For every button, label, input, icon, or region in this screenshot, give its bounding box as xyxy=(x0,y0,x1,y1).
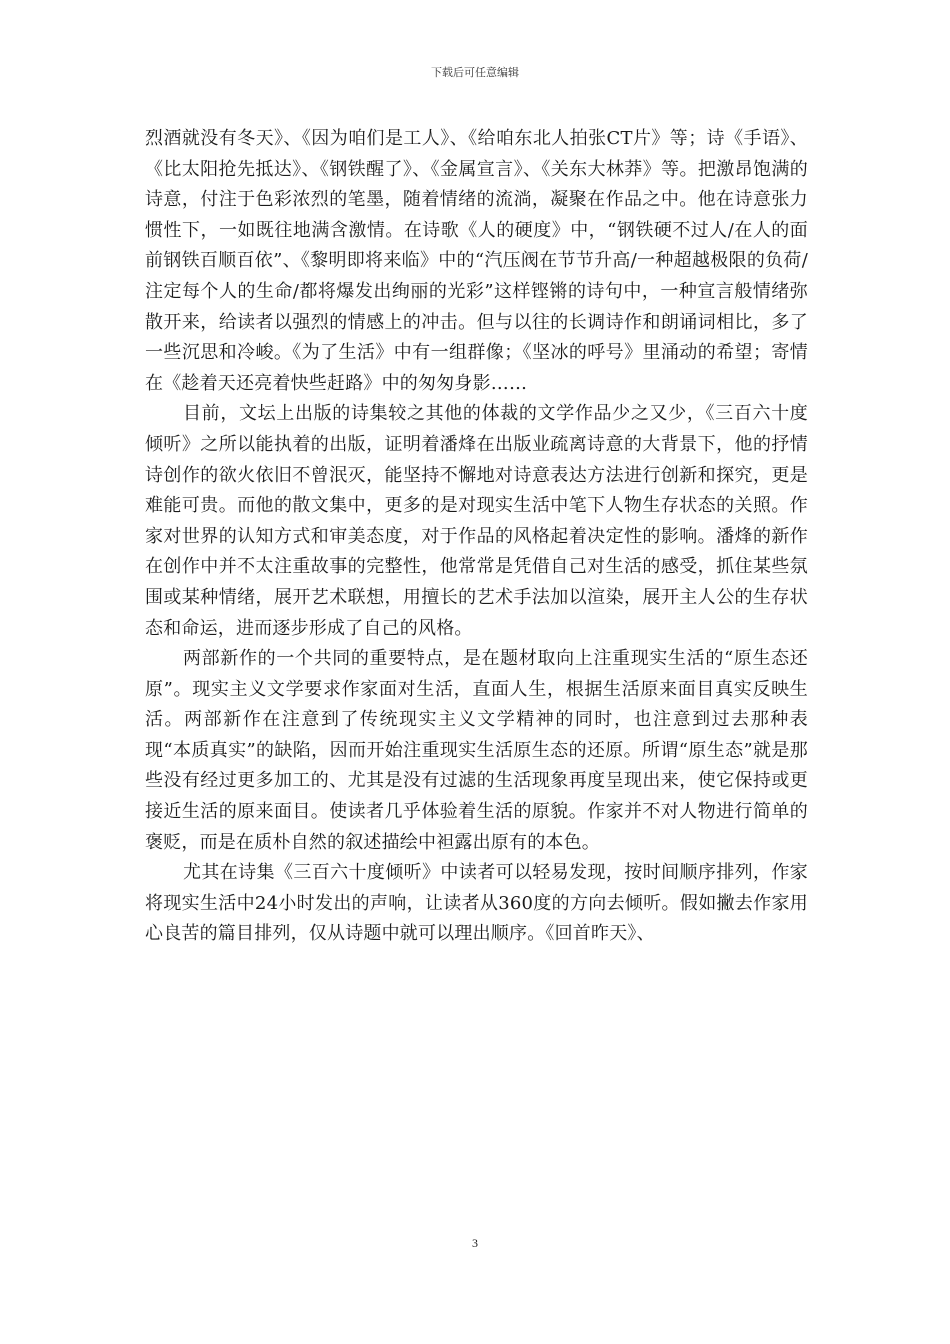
paragraph: 两部新作的一个共同的重要特点，是在题材取向上注重现实生活的“原生态还原”。现实主义文学要求作家面对生活，直面人生，根据生活原来面目真实反映生活。两部新作在注意到了传统现实主义文学精神的同时，也注意到过去那种表现“本质真实”的缺陷，因而开始注重现实生活原生态的还原。所谓“原生态”就是那些没有经过更多加工的、尤其是没有过滤的生活现象再度呈现出来，使它保持或更接近生活的原来面目。使读者几乎体验着生活的原貌。作家并不对人物进行简单的褒贬，而是在质朴自然的叙述描绘中袒露出原有的本色。 xyxy=(145,648,808,853)
paragraph-continued: 烈酒就没有冬天》、《因为咱们是工人》、《给咱东北人拍张CT片》等；诗《手语》、《比太阳抢先抵达》、《钢铁醒了》、《金属宣言》、《关东大林莽》等。把激昂饱满的诗意，付注于色彩浓烈的笔墨，随着情绪的流淌，凝聚在作品之中。他在诗意张力惯性下，一如既往地满含激情。在诗歌《人的硬度》中，“钢铁硬不过人/在人的面前钢铁百顺百依”、《黎明即将来临》中的“汽压阀在节节升高/一种超越极限的负荷/注定每个人的生命/都将爆发出绚丽的光彩”这样铿锵的诗句中，一种宣言般情绪弥散开来，给读者以强烈的情感上的冲击。但与以往的长调诗作和朗诵词相比，多了一些沉思和冷峻。《为了生活》中有一组群像；《坚冰的呼号》里涌动的希望；寄情在《趁着天还亮着快些赶路》中的匆匆身影…… xyxy=(145,128,808,394)
paragraph: 目前，文坛上出版的诗集较之其他的体裁的文学作品少之又少，《三百六十度倾听》之所以能执着的出版，证明着潘烽在出版业疏离诗意的大背景下，他的抒情诗创作的欲火依旧不曾泯灭，能坚持不懈地对诗意表达方法进行创新和探究，更是难能可贵。而他的散文集中，更多的是对现实生活中笔下人物生存状态的关照。作家对世界的认知方式和审美态度，对于作品的风格起着决定性的影响。潘烽的新作在创作中并不太注重故事的完整性，他常常是凭借自己对生活的感受，抓住某些氛围或某种情绪，展开艺术联想，用擅长的艺术手法加以渲染，展开主人公的生存状态和命运，进而逐步形成了自己的风格。 xyxy=(145,403,808,639)
paragraph: 尤其在诗集《三百六十度倾听》中读者可以轻易发现，按时间顺序排列，作家将现实生活中24小时发出的声响，让读者从360度的方向去倾听。假如撇去作家用心良苦的篇目排列，仅从诗题中就可以理出顺序。《回首昨天》、 xyxy=(145,862,808,945)
document-body xyxy=(145,124,808,950)
page-number: 3 xyxy=(472,1236,478,1250)
page-header: 下载后可任意编辑 xyxy=(431,66,519,79)
